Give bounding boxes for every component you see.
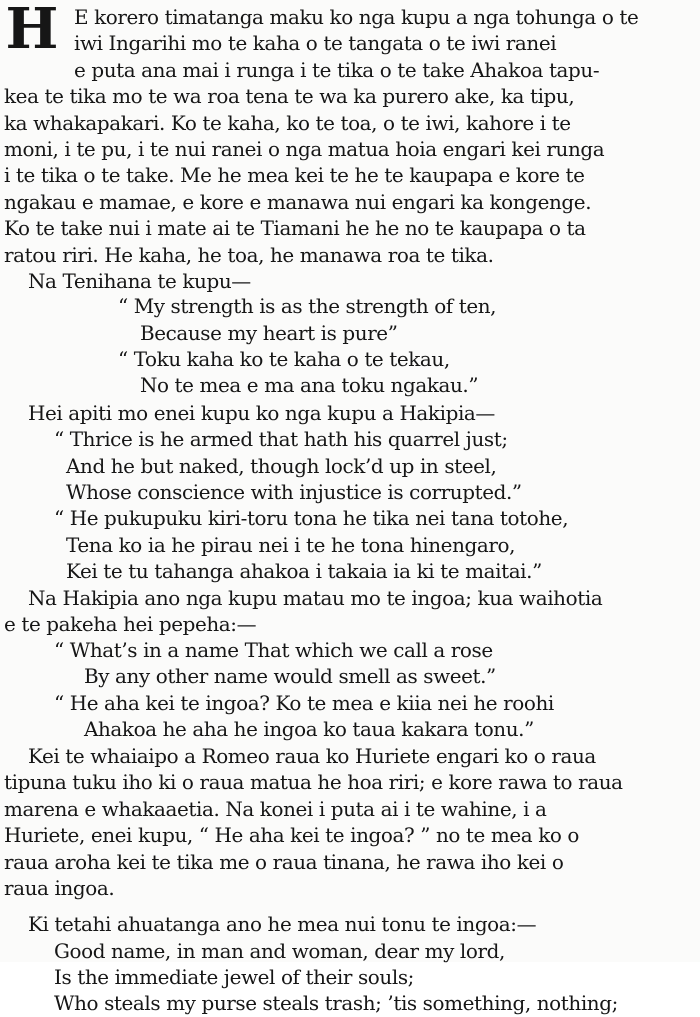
text-line: i te tika o te take. Me he mea kei te he te kaupapa e kore te xyxy=(4,163,585,188)
verse-line: “ What’s in a name That which we call a rose xyxy=(54,638,493,663)
text-line: iwi Ingarihi mo te kaha o te tangata o te iwi ranei xyxy=(74,31,557,56)
text-line: kea te tika mo te wa roa tena te wa ka purero ake, ka tipu, xyxy=(4,84,575,109)
verse-line: No te mea e ma ana toku ngakau.” xyxy=(140,374,479,398)
page-text xyxy=(4,0,696,1017)
text-line: ngakau e mamae, e kore e manawa nui engari ka kongenge. xyxy=(4,189,592,214)
text-line: Huriete, enei kupu, “ He aha kei te ingoa? ” no te mea ko o xyxy=(4,823,580,848)
verse-line: Tena ko ia he pirau nei i te he tona hinengaro, xyxy=(66,532,516,557)
verse-line: Ahakoa he aha he ingoa ko taua kakara tonu.” xyxy=(84,717,534,741)
text-line: Kei te whaiaipo a Romeo raua ko Huriete engari ko o raua xyxy=(28,743,596,768)
text-line: marena e whakaaetia. Na konei i puta ai i te wahine, i a xyxy=(4,796,547,821)
text-line: Ko te take nui i mate ai te Tiamani he he no te kaupapa o ta xyxy=(4,216,586,241)
text-line: raua ingoa. xyxy=(4,875,115,900)
paragraph-2 xyxy=(4,743,696,901)
verse-line: Whose conscience with injustice is corrupted.” xyxy=(66,480,522,505)
verse-line: Because my heart is pure” xyxy=(140,321,398,345)
verse-line: “ He aha kei te ingoa? Ko te mea e kiia nei he roohi xyxy=(54,691,554,716)
text-line: raua aroha kei te tika me o raua tinana, he rawa iho kei o xyxy=(4,849,564,874)
text-line: Na Hakipia ano nga kupu matau mo te ingoa; kua waihotia xyxy=(28,585,603,610)
verse-line: Is the immediate jewel of their souls; xyxy=(54,965,414,990)
verse-line: “ Thrice is he armed that hath his quarrel just; xyxy=(54,427,508,452)
paragraph-gap xyxy=(4,901,696,911)
text-line: E korero timatanga maku ko nga kupu a nga tohunga o te xyxy=(74,5,639,29)
verse-line: “ He pukupuku kiri-toru tona he tika nei tana totohe, xyxy=(54,506,569,531)
text-line: ka whakapakari. Ko te kaha, ko te toa, o te iwi, kahore i te xyxy=(4,110,571,135)
text-line: e puta ana mai i runga i te tika o te take Ahakoa tapu- xyxy=(74,57,600,82)
verse-line: And he but naked, though lock’d up in steel, xyxy=(66,453,497,478)
final-quote xyxy=(4,911,696,1017)
paragraph-1 xyxy=(4,0,696,268)
quote-intro: Na Tenihana te kupu— xyxy=(28,268,251,293)
drop-cap: H xyxy=(5,0,59,62)
verse-line: Who steals my purse steals trash; ’tis something, nothing; xyxy=(54,991,618,1016)
tennyson-quote xyxy=(4,268,696,400)
text-line: e te pakeha hei pepeha:— xyxy=(4,611,257,636)
shakespeare-quote-2 xyxy=(4,585,696,743)
verse-line: “ My strength is as the strength of ten, xyxy=(118,295,497,319)
quote-intro: Ki tetahi ahuatanga ano he mea nui tonu te ingoa:— xyxy=(28,912,537,937)
verse-line: Kei te tu tahanga ahakoa i takaia ia ki te maitai.” xyxy=(66,559,542,584)
verse-line: By any other name would smell as sweet.” xyxy=(84,664,496,688)
verse-line: Good name, in man and woman, dear my lord, xyxy=(54,938,505,963)
verse-line: “ Toku kaha ko te kaha o te tekau, xyxy=(118,348,450,372)
shakespeare-quote-1 xyxy=(4,400,696,585)
text-line: ratou riri. He kaha, he toa, he manawa roa te tika. xyxy=(4,242,494,267)
quote-intro: Hei apiti mo enei kupu ko nga kupu a Hakipia— xyxy=(28,400,495,425)
text-line: tipuna tuku iho ki o raua matua he hoa riri; e kore rawa to raua xyxy=(4,770,623,795)
text-line: moni, i te pu, i te nui ranei o nga matua hoia engari kei runga xyxy=(4,136,605,161)
